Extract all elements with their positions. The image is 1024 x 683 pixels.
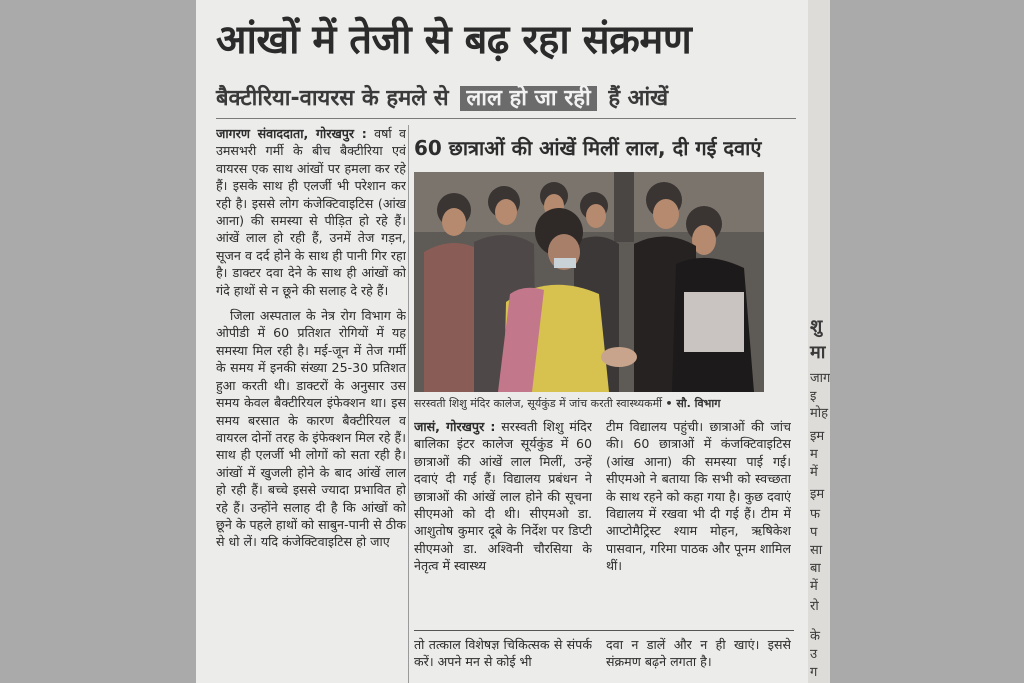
strip-text: शु xyxy=(810,316,823,337)
strip-text: इम xyxy=(810,429,825,444)
photo-credit: • सौ. विभाग xyxy=(665,397,721,410)
strip-text: प xyxy=(810,525,818,540)
continuation-column-3: दवा न डालें और न ही खाएं। इससे संक्रमण बढ़ने लगता है। xyxy=(606,637,791,670)
strip-text: इम xyxy=(810,487,825,502)
strip-text: फ xyxy=(810,507,821,522)
subheadline xyxy=(216,82,668,112)
column-divider xyxy=(408,125,409,683)
photo-headline: 60 छात्राओं की आंखें मिलीं लाल, दी गई दवाएं xyxy=(414,136,762,160)
subhead-highlight: लाल हो जा रही xyxy=(460,86,596,111)
strip-text: के xyxy=(810,629,820,644)
headline: आंखों में तेजी से बढ़ रहा संक्रमण xyxy=(216,17,692,63)
photo-caption xyxy=(414,396,764,411)
caption-text: सरस्वती शिशु मंदिर कालेज, सूर्यकुंड में जांच करती स्वास्थ्यकर्मी xyxy=(414,397,663,410)
strip-text: मा xyxy=(810,342,826,363)
photo-illustration xyxy=(414,172,764,392)
box-column-2 xyxy=(606,418,791,623)
continuation-column-2: तो तत्काल विशेषज्ञ चिकित्सक से संपर्क करें। अपने मन से कोई भी xyxy=(414,637,592,670)
strip-text: उ xyxy=(810,647,818,662)
column-paragraph: जिला अस्पताल के नेत्र रोग विभाग के ओपीडी में 60 प्रतिशत रोगियों में यह समस्या मिल रही है। मई-जून में तेज गर्मी के समय में इनकी संख्या 25-30 प्रतिशत हुआ करती थी। डाक्टरों के अनुसार उस समय केवल बैक्टीरियल इंफेक्शन था। इस समय बरसात के कारण बैक्टीरियल व वायरल दोनों तरह के इंफेक्शन मिल रहे हैं। साथ ही एलर्जी भी लोगों को सता रही है। आंखों में खुजली होने के बाद आंखें लाल हो रही हैं। बच्चे इससे ज्यादा प्रभावित हो रहे हैं। उन्होंने सलाह दी है कि आंखों को छूने के पहले हाथों को साबुन-पानी से ठीक से धो लें। यदि कंजेक्टिवाइटिस हो जाए xyxy=(216,308,406,550)
box-column-1 xyxy=(414,418,592,623)
box-text: सरस्वती शिशु मंदिर बालिका इंटर कालेज सूर्यकुंड में 60 छात्राओं की आंखें लाल मिलीं, उन्हें दवाएं दी गई हैं। विद्यालय प्रबंधन ने छात्राओं की आंखें लाल होने की सूचना सीएमओ को दी थी। सीएमओ डा. आशुतोष कुमार दूबे के निर्देश पर डिप्टी सीएमओ डा. अश्विनी चौरसिया के नेतृत्व में स्वास्थ्य xyxy=(414,419,592,574)
column-paragraph xyxy=(216,125,406,299)
subhead-post: हैं आंखें xyxy=(608,86,669,111)
strip-text: इ xyxy=(810,389,817,404)
column-paragraph xyxy=(414,418,592,575)
strip-text: जाग xyxy=(810,371,830,386)
strip-text: रो xyxy=(810,599,819,614)
strip-text: मोह xyxy=(810,406,829,421)
newspaper-page xyxy=(196,0,808,683)
adjacent-article-strip xyxy=(808,0,830,683)
divider xyxy=(216,118,796,119)
subhead-pre: बैक्टीरिया-वायरस के हमले से xyxy=(216,86,449,111)
strip-text: बा xyxy=(810,561,821,576)
box-bottom-rule xyxy=(414,630,794,631)
box-byline: जासं, गोरखपुर : xyxy=(414,419,496,434)
strip-text: सा xyxy=(810,543,823,558)
strip-text: ग xyxy=(810,665,818,680)
strip-text: म xyxy=(810,447,818,462)
column-paragraph: टीम विद्यालय पहुंची। छात्राओं की जांच की। 60 छात्राओं में कंजक्टिवाइटिस (आंख आना) की समस्या पाई गई। सीएमओ ने बताया कि सभी को स्वच्छता के साथ रहने को कहा गया है। कुछ दवाएं विद्यालय में रखवा भी दी गई हैं। टीम में आप्टोमैट्रिस्ट श्याम मोहन, ऋषिकेश पासवान, गरिमा पाठक और पूनम शामिल थीं। xyxy=(606,419,791,574)
lead-text: वर्षा व उमसभरी गर्मी के बीच बैक्टीरिया एवं वायरस एक साथ आंखों पर हमला कर रहे हैं। इसके साथ ही एलर्जी भी परेशान कर रही है। इससे लोग कंजेक्टिवाइटिस (आंख आना) की समस्या से पीड़ित हो रहे हैं। आंखें लाल हो रही हैं, उनमें तेज गड़न, सूजन व दर्द होने के साथ ही पानी गिर रहा है। डाक्टर दवा देने के साथ ही आंखों को गंदे हाथों से न छूने की सलाह दे रहे हैं। xyxy=(216,126,406,298)
news-photo xyxy=(414,172,764,392)
main-column xyxy=(216,125,406,683)
byline: जागरण संवाददाता, गोरखपुर : xyxy=(216,126,367,141)
strip-text: में xyxy=(810,579,818,594)
strip-text: में xyxy=(810,465,818,480)
